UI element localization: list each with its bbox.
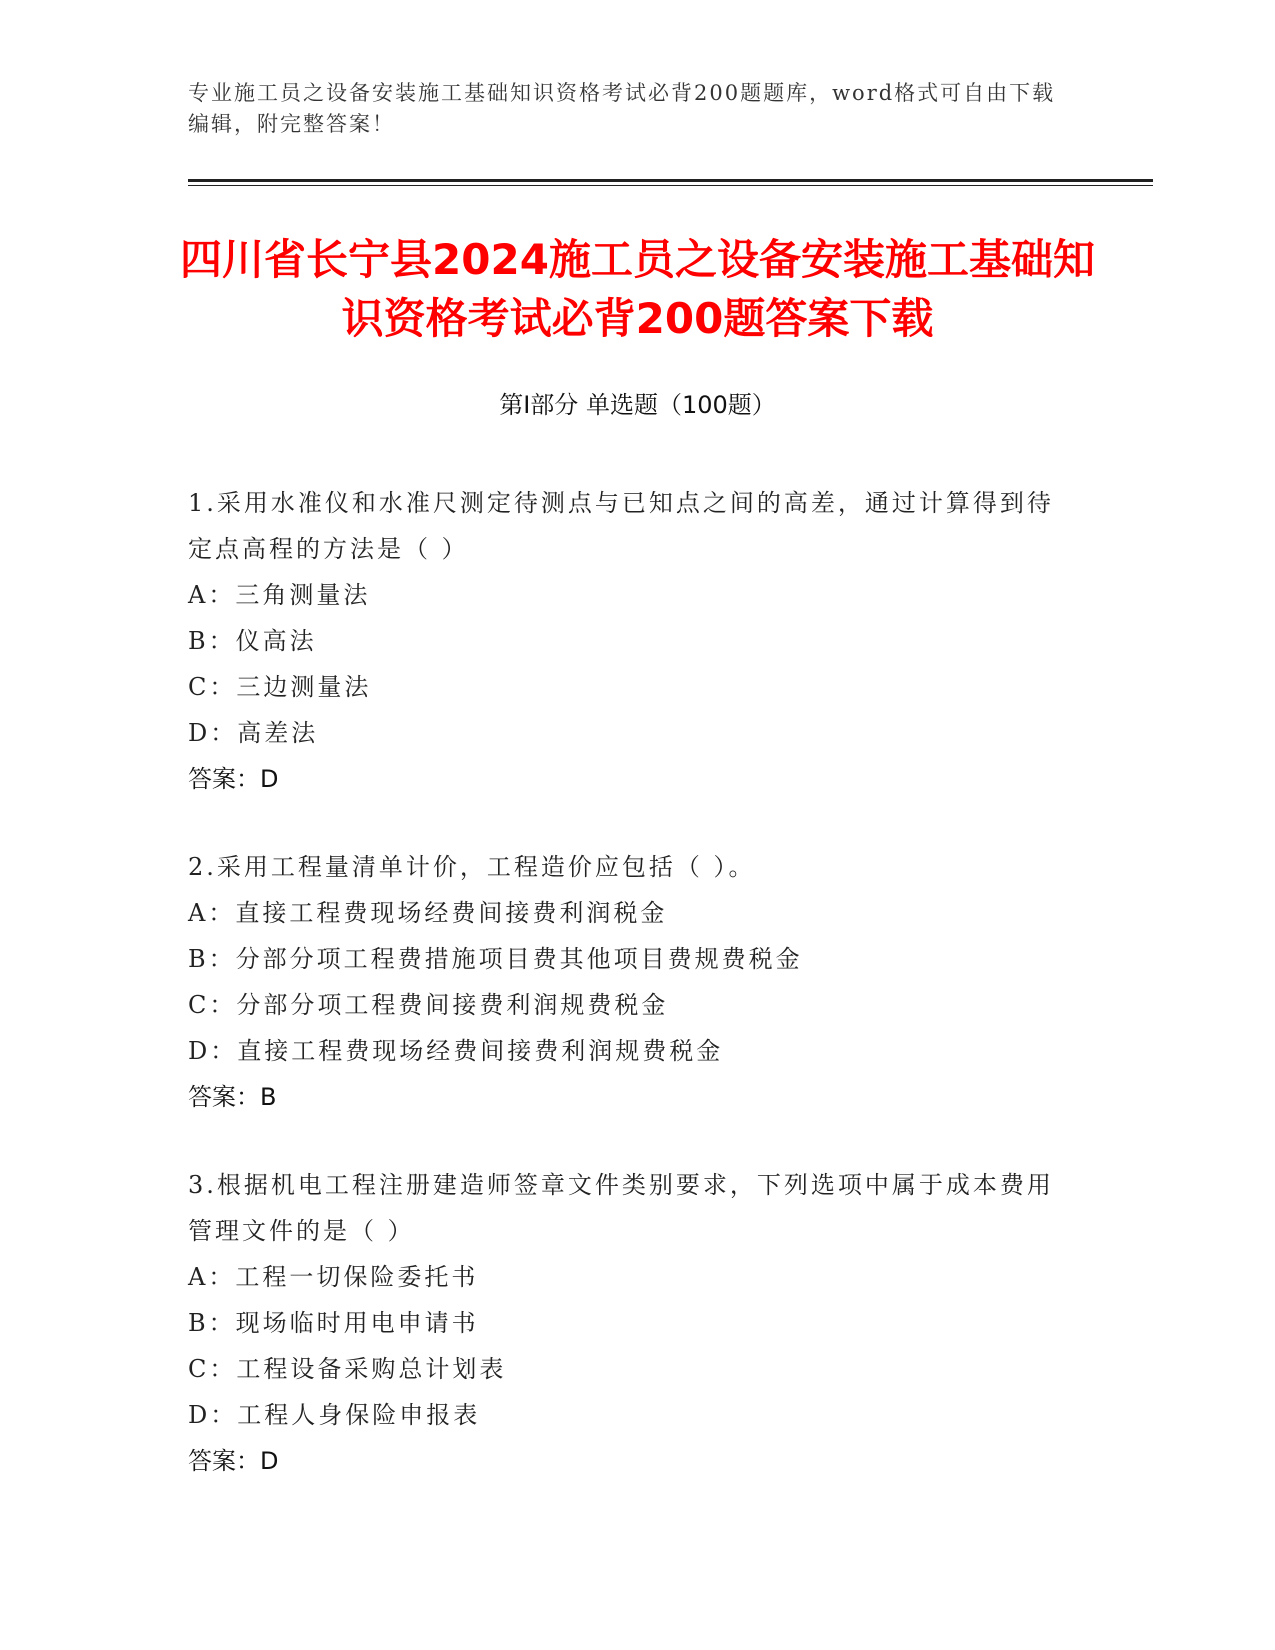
question-1 bbox=[188, 480, 1068, 802]
question-3 bbox=[188, 1162, 1068, 1484]
document-title: 四川省长宁县2024施工员之设备安装施工基础知识资格考试必背200题答案下载 bbox=[180, 235, 1095, 343]
answer: 答案：D bbox=[188, 765, 279, 793]
section-heading: 第Ⅰ部分 单选题（100题） bbox=[499, 391, 776, 419]
option-d: D：高差法 bbox=[188, 719, 319, 747]
option-c: C：工程设备采购总计划表 bbox=[188, 1355, 507, 1383]
answer: 答案：B bbox=[188, 1083, 277, 1111]
option-d: D：直接工程费现场经费间接费利润规费税金 bbox=[188, 1037, 724, 1065]
option-b: B：现场临时用电申请书 bbox=[188, 1309, 479, 1337]
option-a: A：三角测量法 bbox=[188, 581, 371, 609]
header-note: 专业施工员之设备安装施工基础知识资格考试必背200题题库，word格式可自由下载编辑，附完整答案！ bbox=[188, 81, 1056, 136]
option-a: A：工程一切保险委托书 bbox=[188, 1263, 479, 1291]
option-c: C：三边测量法 bbox=[188, 673, 372, 701]
option-c: C：分部分项工程费间接费利润规费税金 bbox=[188, 991, 669, 1019]
header-rule-thick bbox=[188, 179, 1153, 182]
question-stem: 3.根据机电工程注册建造师签章文件类别要求，下列选项中属于成本费用管理文件的是（ ） bbox=[188, 1171, 1054, 1245]
option-b: B：分部分项工程费措施项目费其他项目费规费税金 bbox=[188, 945, 803, 973]
option-a: A：直接工程费现场经费间接费利润税金 bbox=[188, 899, 668, 927]
option-d: D：工程人身保险申报表 bbox=[188, 1401, 481, 1429]
question-stem: 2.采用工程量清单计价，工程造价应包括（ ）。 bbox=[188, 853, 756, 881]
answer: 答案：D bbox=[188, 1447, 279, 1475]
header-rule-thin bbox=[188, 185, 1153, 186]
option-b: B：仪高法 bbox=[188, 627, 317, 655]
question-2 bbox=[188, 844, 1068, 1120]
question-list bbox=[188, 480, 1068, 1526]
question-stem: 1.采用水准仪和水准尺测定待测点与已知点之间的高差，通过计算得到待定点高程的方法是（ ） bbox=[188, 489, 1054, 563]
